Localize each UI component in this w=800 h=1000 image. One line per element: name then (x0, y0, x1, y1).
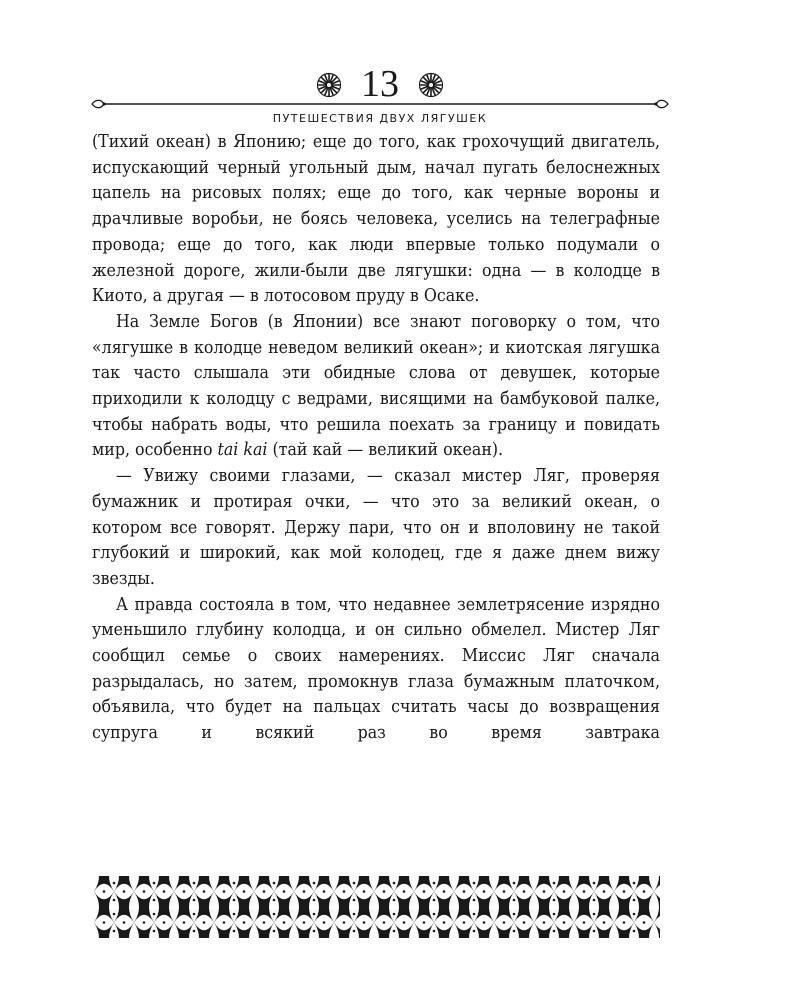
paragraph-2-italic: tai kai (217, 440, 268, 461)
decorative-border-ornament (94, 876, 660, 938)
page-number: 13 (361, 63, 399, 105)
rosette-icon (418, 72, 444, 98)
paragraph-4: А правда состояла в том, что недавнее землетрясение изрядно уменьшило глубину колодца, и он сильно обмелел. Мистер Ляг сообщил семье о своих намерениях. Миссис Ляг сначала разрыдалась, но затем, промокнув глаза бумажным платочком, объявила, что будет на пальцах считать часы до возвращения супруга и всякий раз во время завтрака (92, 594, 660, 744)
paragraph-3: — Увижу своими глазами, — сказал мистер Ляг, проверяя бумажник и протирая очки, — что это за великий океан, о котором все говорят. Держу пари, что он и вполовину не такой глубокий и широкий, как мой колодец, где я даже днем вижу звезды. (92, 466, 660, 589)
body-text (92, 130, 660, 747)
header-rule (90, 98, 670, 110)
paragraph-2-text-end: (тай кай — великий океан). (267, 440, 504, 461)
paragraph-2 (92, 310, 660, 464)
running-title: ПУТЕШЕСТВИЯ ДВУХ ЛЯГУШЕК (272, 112, 488, 125)
paragraph-1: (Тихий океан) в Японию; еще до того, как грохочущий двигатель, испускающий черный угольный дым, начал пугать белоснежных цапель на рисовых полях; еще до того, как черные вороны и драчливые воробьи, не боясь человека, уселись на телеграфные провода; еще до того, как люди впервые только подумали о железной дороге, жили-были две лягушки: одна — в колодце в Киото, а другая — в лотосовом пруду в Осаке. (92, 132, 660, 307)
page-header (90, 62, 670, 125)
paragraph-2-text: На Земле Богов (в Японии) все знают поговорку о том, что «лягушке в колодце неведом великий океан»; и киотская лягушка так часто слышала эти обидные слова от девушек, которые приходили к колодцу с ведрами, висящими на бамбуковой палке, чтобы набрать воды, что решила поехать за границу и повидать мир, особенно (92, 311, 660, 461)
